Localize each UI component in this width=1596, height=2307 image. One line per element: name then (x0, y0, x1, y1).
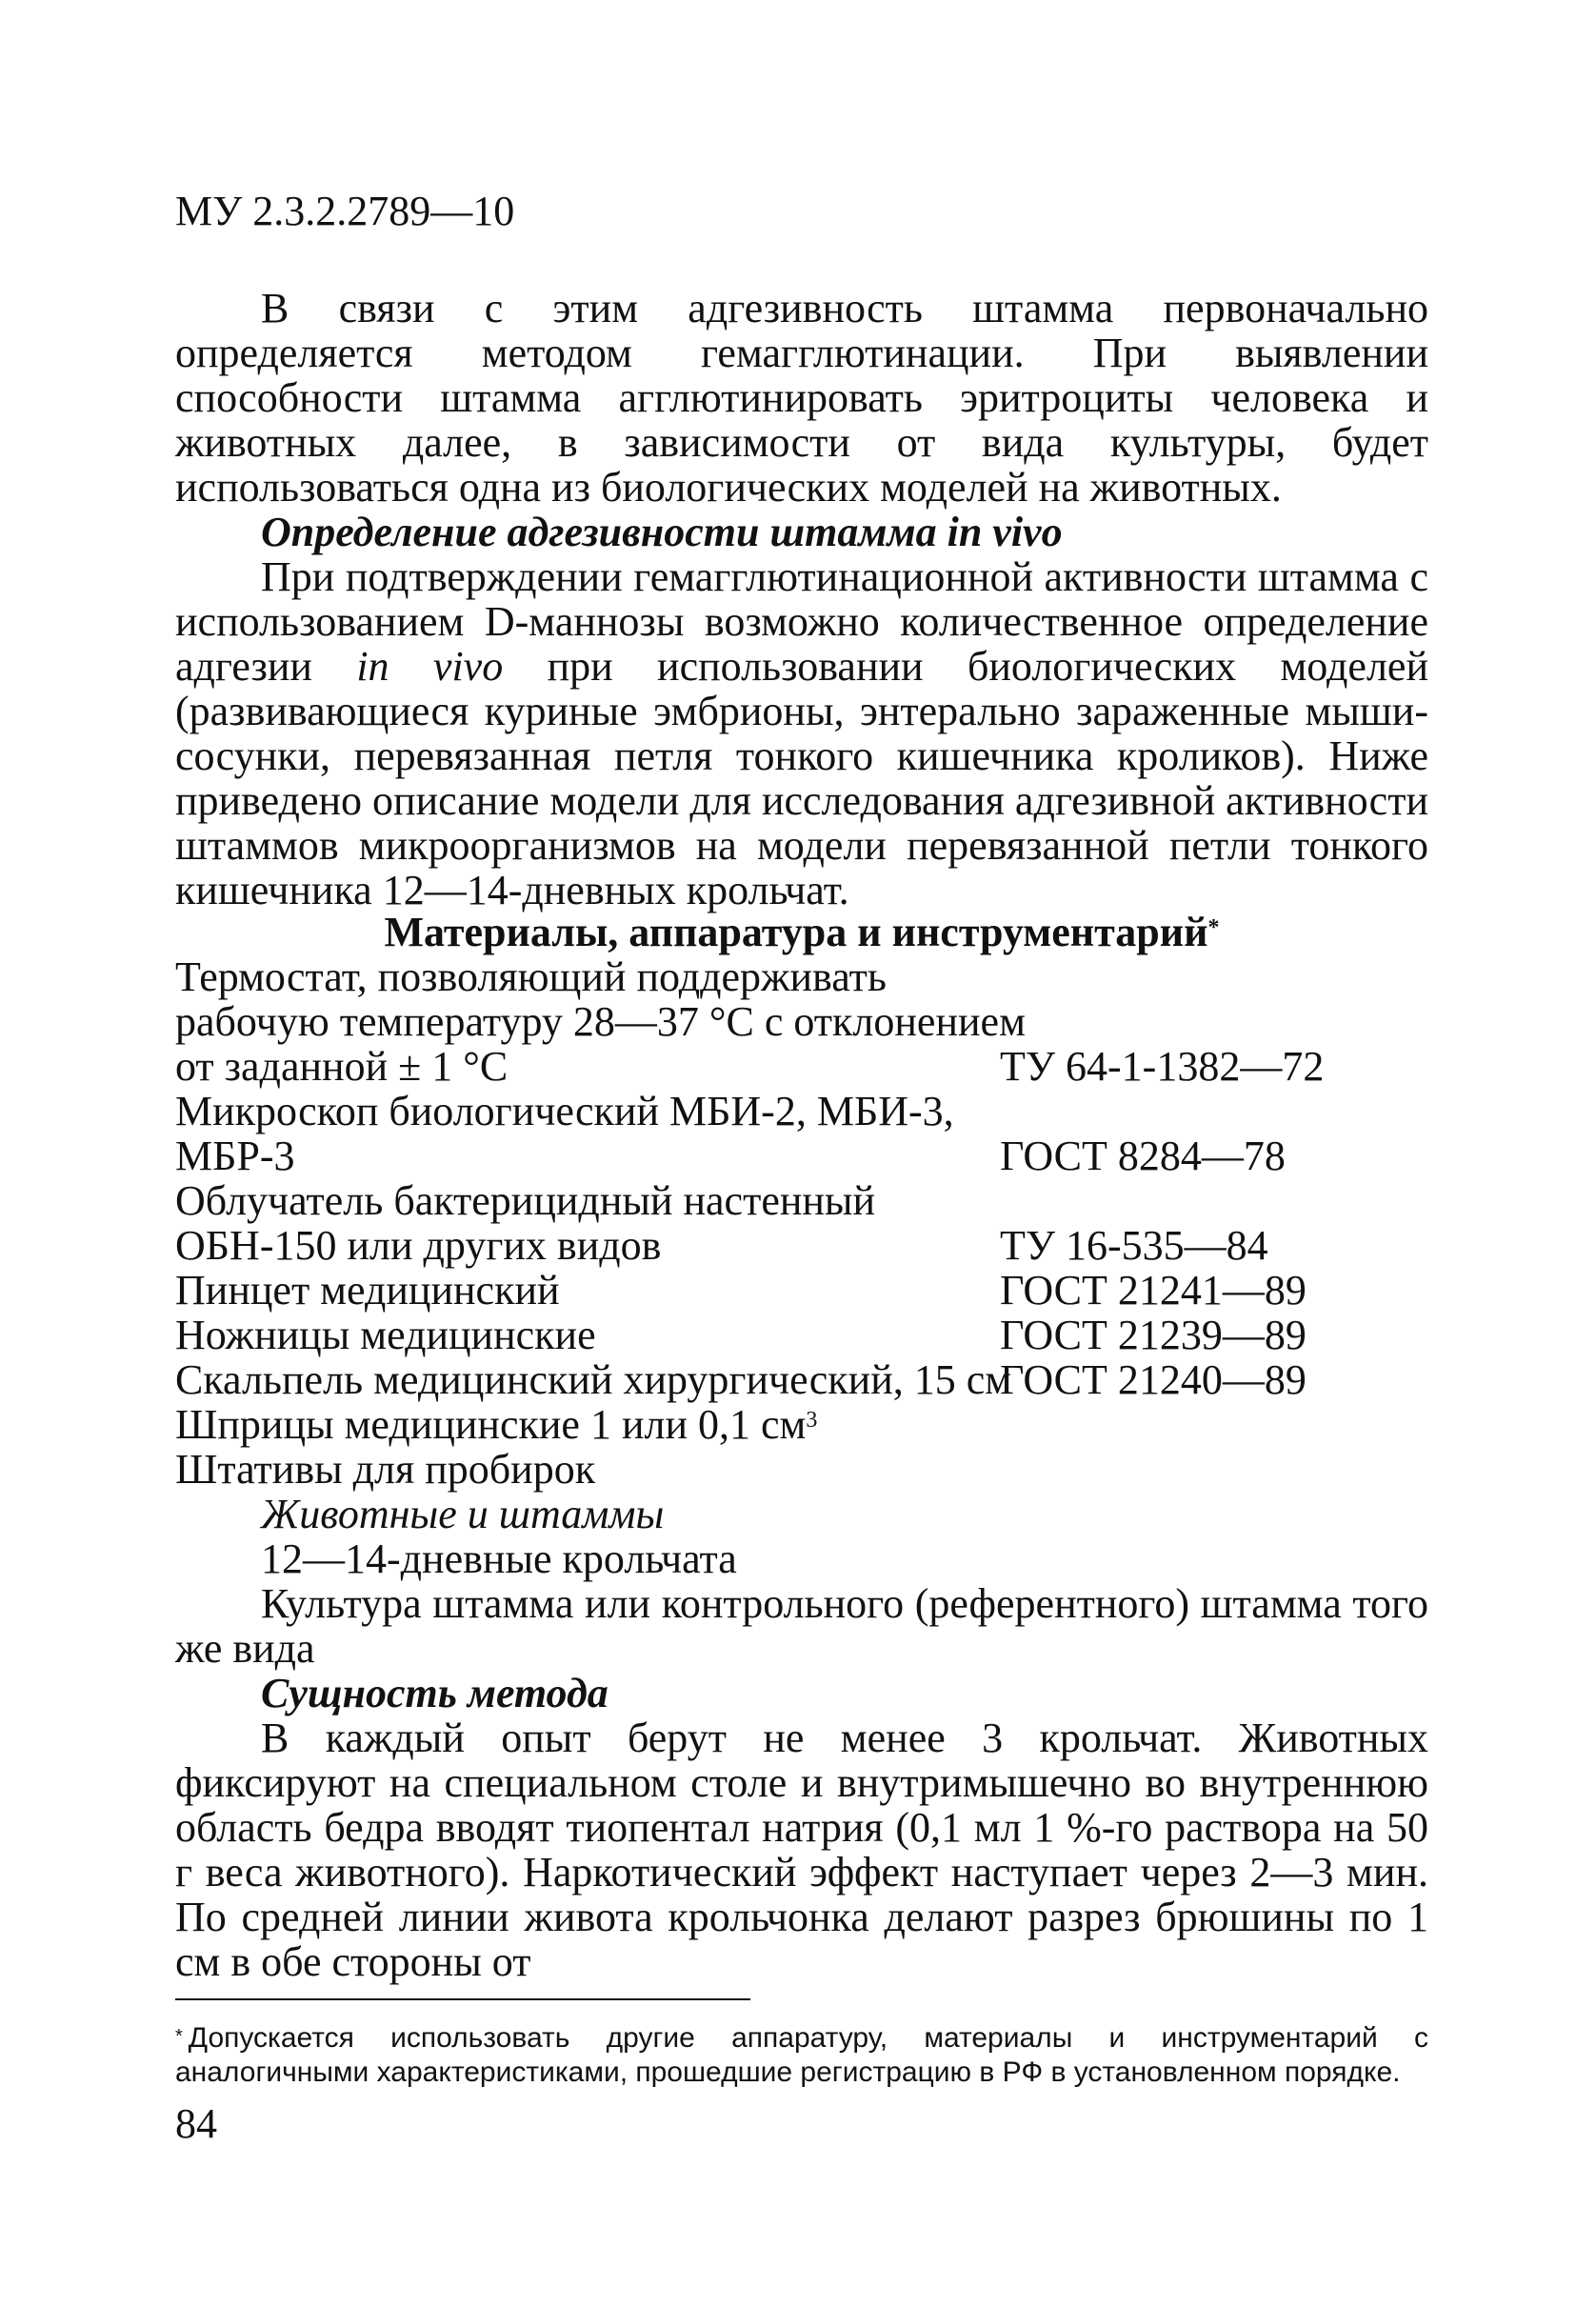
footnote-text: Допускается использовать другие аппаратуру, материалы и инструментарий с аналогичными характеристиками, прошедшие регистрацию в РФ в установленном порядке. (175, 2022, 1428, 2088)
equipment-standard: ТУ 64-1-1382—72 (1000, 1043, 1325, 1090)
invivo-paragraph-part2: при использовании биологических моделей (развивающиеся куриные эмбрионы, энтерально зараженные мыши-сосунки, перевязанная петля тонкого кишечника кроликов). Ниже приведено описание модели для исследования адгезивной активности штаммов микроорганизмов на модели перевязанной петли тонкого кишечника 12—14-дневных крольчат. (175, 643, 1428, 913)
equipment-item-line: Микроскоп биологический МБИ-2, МБИ-3, (175, 1088, 954, 1134)
invivo-paragraph-italic: in vivo (356, 643, 504, 690)
equipment-standard: ТУ 16-535—84 (1000, 1222, 1268, 1269)
animals-paragraph: Культура штамма или контрольного (референтного) штамма того же вида (175, 1580, 1428, 1672)
syringes-sup: 3 (806, 1408, 818, 1433)
equipment-item-line: ОБН-150 или других видов (175, 1222, 662, 1269)
equipment-item-line: от заданной ± 1 °С (175, 1043, 509, 1090)
equipment-item-line: Пинцет медицинский (175, 1267, 560, 1314)
equipment-item-line: рабочую температуру 28—37 °С с отклонением (175, 998, 1026, 1045)
section-title-animals: Животные и штаммы (261, 1491, 665, 1537)
equipment-standard: ГОСТ 21240—89 (1000, 1356, 1307, 1403)
method-paragraph: В каждый опыт берут не менее 3 крольчат. Животных фиксируют на специальном столе и внутримышечно во внутреннюю область бедра вводят тиопентал натрия (0,1 мл 1 %-го раствора на 50 г веса животного). Наркотический эффект наступает через 2—3 мин. По средней линии живота крольчонка делают разрез брюшины по 1 см в обе стороны от (175, 1715, 1428, 1985)
animals-line: 12—14-дневные крольчата (261, 1535, 737, 1582)
equipment-syringes (175, 1402, 817, 1447)
section-title-invivo: Определение адгезивности штамма in vivo (261, 509, 1063, 555)
materials-title-mark: * (1207, 915, 1220, 940)
section-title-method: Сущность метода (261, 1670, 608, 1716)
equipment-item-line: Термостат, позволяющий поддерживать (175, 953, 887, 1000)
footnote (175, 2021, 1428, 2090)
invivo-paragraph-part1: При подтверждении гемагглютинационной активности штамма с использованием D-маннозы возможно количественное определение адгезии (175, 553, 1428, 690)
syringes-text: Шприцы медицинские 1 или 0,1 см (175, 1401, 807, 1448)
equipment-item-line: Скальпель медицинский хирургический, 15 см (175, 1356, 1012, 1403)
footnote-mark: * (175, 2026, 183, 2047)
equipment-item-line: МБР-3 (175, 1133, 295, 1179)
equipment-standard: ГОСТ 21241—89 (1000, 1267, 1307, 1314)
section-title-materials (175, 910, 1428, 954)
equipment-item-line: Облучатель бактерицидный настенный (175, 1177, 876, 1224)
footnote-divider (175, 1998, 750, 2000)
equipment-standard: ГОСТ 8284—78 (1000, 1133, 1286, 1179)
intro-paragraph: В связи с этим адгезивность штамма первоначально определяется методом гемагглютинации. При выявлении способности штамма агглютинировать эритроциты человека и животных далее, в зависимости от вида культуры, будет использоваться одна из биологических моделей на животных. (175, 285, 1428, 511)
page-number: 84 (175, 2100, 217, 2147)
materials-title-text: Материалы, аппаратура и инструментарий (384, 909, 1208, 955)
invivo-paragraph (175, 554, 1428, 913)
document-header: МУ 2.3.2.2789—10 (175, 188, 515, 234)
equipment-item-line: Ножницы медицинские (175, 1312, 596, 1358)
equipment-racks: Штативы для пробирок (175, 1446, 596, 1493)
equipment-standard: ГОСТ 21239—89 (1000, 1312, 1307, 1358)
